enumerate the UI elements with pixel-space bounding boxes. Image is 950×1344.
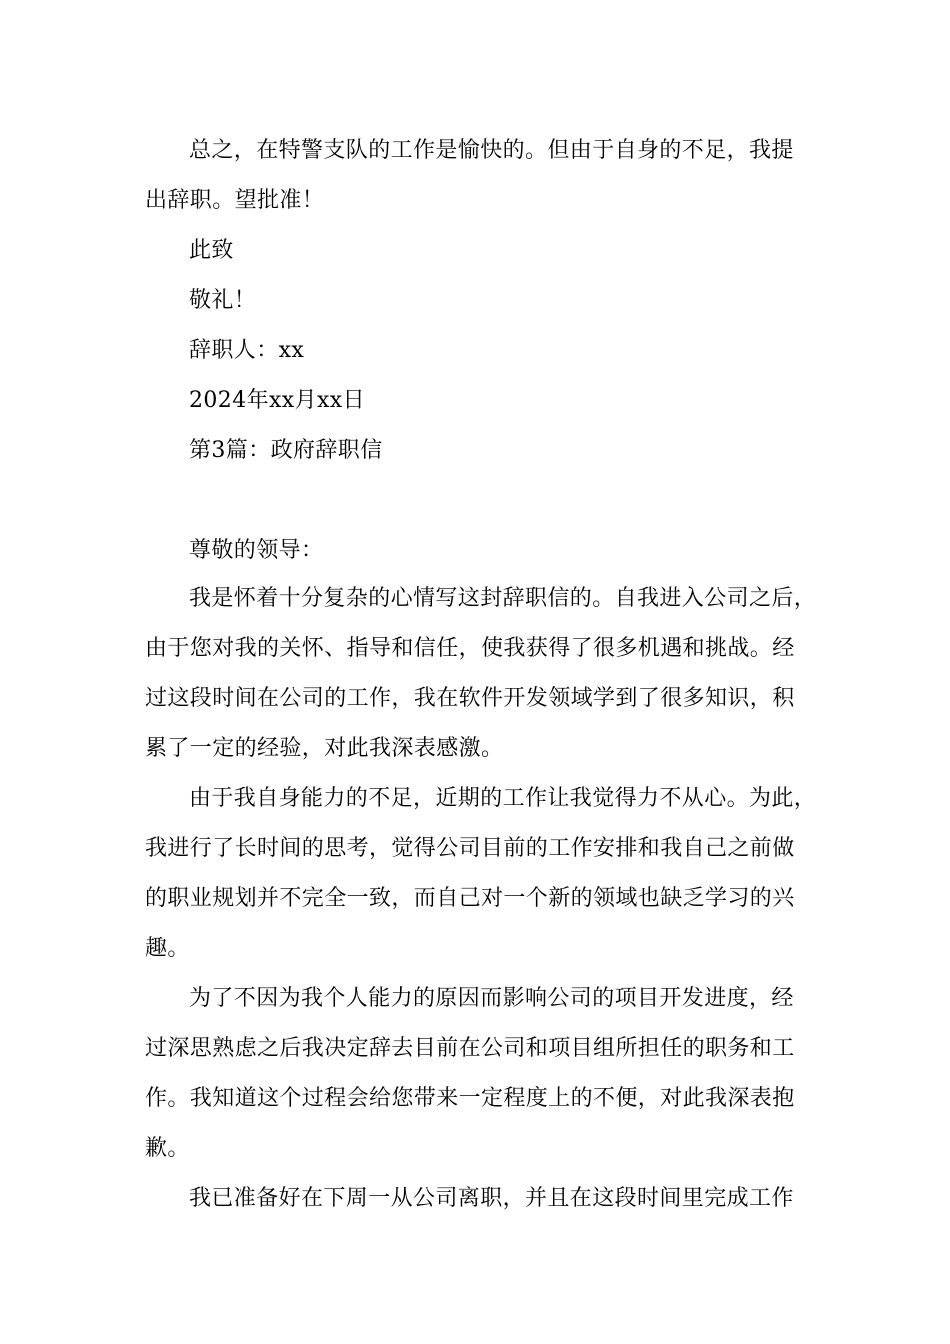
paragraph-line: 作。我知道这个过程会给您带来一定程度上的不便，对此我深表抱 [145,1086,795,1111]
section-heading: 第3篇：政府辞职信 [189,438,383,463]
paragraph-line: 由于您对我的关怀、指导和信任，使我获得了很多机遇和挑战。经 [145,636,795,661]
greeting-line: 尊敬的领导： [189,538,324,563]
paragraph-line: 由于我自身能力的不足，近期的工作让我觉得力不从心。为此， [189,786,817,811]
paragraph-line: 我进行了长时间的思考，觉得公司目前的工作安排和我自己之前做 [145,836,795,861]
paragraph-line: 歉。 [145,1136,190,1161]
paragraph-line: 出辞职。望批准！ [145,188,325,213]
paragraph-line: 的职业规划并不完全一致，而自己对一个新的领域也缺乏学习的兴 [145,886,795,911]
paragraph-line: 我是怀着十分复杂的心情写这封辞职信的。自我进入公司之后， [189,586,817,611]
paragraph-line: 累了一定的经验，对此我深表感激。 [145,736,504,761]
paragraph-line: 我已准备好在下周一从公司离职，并且在这段时间里完成工作 [189,1186,794,1211]
paragraph-line: 为了不因为我个人能力的原因而影响公司的项目开发进度，经 [189,986,794,1011]
paragraph-line: 总之，在特警支队的工作是愉快的。但由于自身的不足，我提 [189,138,794,163]
signature-line: 辞职人：xx [189,338,305,363]
paragraph-line: 趣。 [145,936,190,961]
paragraph-line: 过深思熟虑之后我决定辞去目前在公司和项目组所担任的职务和工 [145,1036,795,1061]
closing-line: 此致 [189,238,234,263]
date-line: 2024年xx月xx日 [189,388,366,413]
paragraph-line: 过这段时间在公司的工作，我在软件开发领域学到了很多知识，积 [145,686,795,711]
salutation-line: 敬礼！ [189,288,257,313]
